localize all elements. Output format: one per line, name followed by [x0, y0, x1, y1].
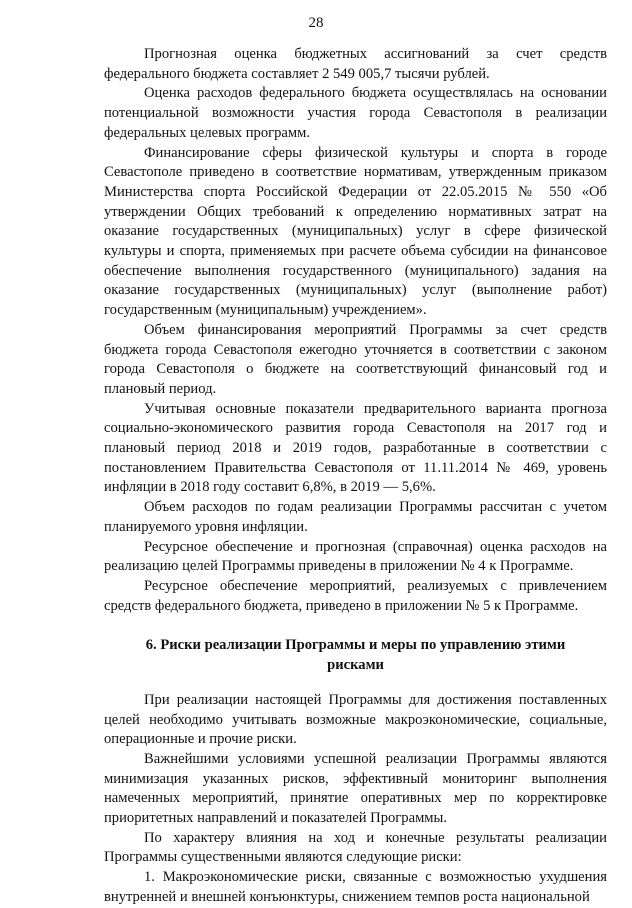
paragraph-sports-financing: Финансирование сферы физической культуры и спорта в городе Севастополе приведено в соответствие нормативам, утвержденным приказом Министерства спорта Российской Федерации от 22.05.2015 № 550 «Об утверждении Общих требований к определению нормативных затрат на оказание государственных (муниципальных) услуг в сфере физической культуры и спорта, применяемых при расчете объема субсидии на финансовое обеспечение выполнения государственного (муниципального) задания на оказание государственных (муниципальных) услуг (выполнение работ) государственным (муниципальным) учреждением». [104, 144, 607, 319]
paragraph-risk-types: По характеру влияния на ход и конечные результаты реализации Программы существенными являются следующие риски: [104, 829, 607, 866]
paragraph-appendix-5: Ресурсное обеспечение мероприятий, реализуемых с привлечением средств федерального бюджета, приведено в приложении № 5 к Программе. [104, 577, 607, 614]
paragraph-federal-estimate: Оценка расходов федерального бюджета осуществлялась на основании потенциальной возможности участия города Севастополя в реализации федеральных целевых программ. [104, 85, 607, 141]
page-number: 28 [308, 15, 324, 31]
page-body [104, 45, 607, 908]
paragraph-budget-estimate: Прогнозная оценка бюджетных ассигнований за счет средств федерального бюджета составляет 2 549 005,7 тысячи рублей. [104, 46, 607, 82]
paragraph-success-conditions: Важнейшими условиями успешной реализации Программы являются минимизация указанных рисков, эффективный мониторинг выполнения намеченных мероприятий, принятие оперативных мер по корректировке приоритетных направлений и показателей Программы. [104, 750, 607, 827]
paragraph-city-budget: Объем финансирования мероприятий Программы за счет средств бюджета города Севастополя ежегодно уточняется в соответствии с законом города Севастополя о бюджете на соответствующий финансовый год и плановый период. [104, 321, 607, 397]
paragraph-risks-intro: При реализации настоящей Программы для достижения поставленных целей необходимо учитывать возможные макроэкономические, социальные, операционные и прочие риски. [104, 691, 607, 748]
list-item-macroeconomic-risks: 1. Макроэкономические риски, связанные с возможностью ухудшения внутренней и внешней конъюнктуры, снижением темпов роста национальной [104, 869, 607, 905]
paragraph-appendix-4: Ресурсное обеспечение и прогнозная (справочная) оценка расходов на реализацию целей Программы приведены в приложении № 4 к Программе. [104, 538, 607, 575]
section-heading: 6. Риски реализации Программы и меры по управлению этими рисками [145, 637, 566, 674]
paragraph-inflation-forecast: Учитывая основные показатели предварительного варианта прогноза социально-экономического развития города Севастополя на 2017 год и плановый период 2018 и 2019 годов, разработанные в соответствии с постановлением Правительства Севастополя от 11.11.2014 № 469, уровень инфляции в 2018 году составит 6,8%, в 2019 — 5,6%. [104, 400, 607, 496]
paragraph-expense-calculation: Объем расходов по годам реализации Программы рассчитан с учетом планируемого уровня инфляции. [104, 499, 607, 535]
